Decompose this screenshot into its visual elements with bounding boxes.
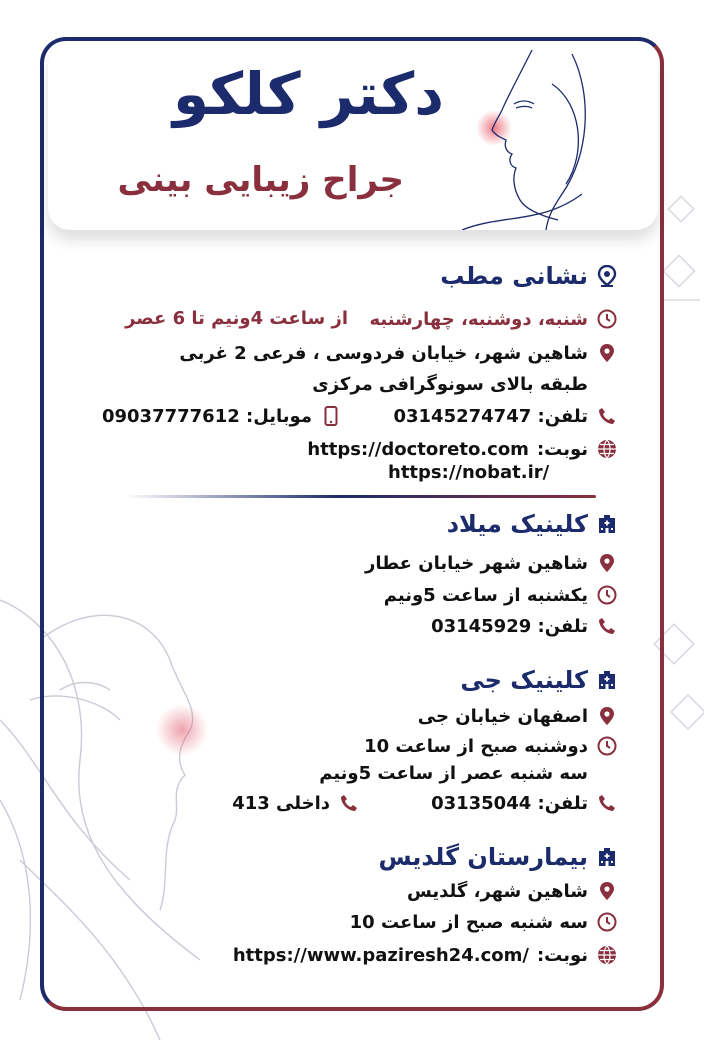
globe-icon: [596, 438, 618, 460]
office-appointment-link-2[interactable]: https://nobat.ir/: [388, 462, 550, 483]
map-marker-icon: [596, 880, 618, 902]
ji-hours-2: سه شنبه عصر از ساعت 5ونیم: [319, 763, 588, 784]
ji-extension-row[interactable]: [232, 792, 360, 814]
gladis-title-text: بیمارستان گلدیس: [378, 843, 588, 871]
office-appointment-label: نوبت:: [536, 438, 588, 460]
office-phone: تلفن: 03145274747: [393, 405, 588, 427]
milad-address-row: [365, 552, 618, 574]
office-days: شنبه، دوشنبه، چهارشنبه: [369, 308, 588, 330]
phone-icon: [338, 792, 360, 814]
milad-phone: تلفن: 03145929: [431, 615, 588, 637]
map-marker-icon: [596, 552, 618, 574]
milad-hours-row: [384, 584, 618, 606]
phone-icon: [596, 615, 618, 637]
ji-address: اصفهان خیابان جی: [417, 705, 588, 727]
office-address-line2: طبقه بالای سونوگرافی مرکزی: [312, 374, 588, 395]
section-divider: [126, 495, 596, 498]
office-address-line1: شاهین شهر، خیابان فردوسی ، فرعی 2 غربی: [179, 342, 588, 364]
mobile-phone-icon: [320, 405, 342, 427]
gladis-section-title: [378, 843, 618, 871]
gladis-hours-row: [350, 911, 618, 933]
office-hours: از ساعت 4ونیم تا 6 عصر: [125, 308, 348, 329]
doctor-name: دکتر کلکو: [173, 60, 444, 128]
location-pin-icon: [596, 265, 618, 287]
gladis-hours: سه شنبه صبح از ساعت 10: [349, 911, 588, 933]
hospital-building-icon: [596, 669, 618, 691]
hospital-building-icon: [596, 846, 618, 868]
gladis-appointment-label: نوبت:: [536, 944, 588, 966]
phone-icon: [596, 405, 618, 427]
gladis-address-row: [407, 880, 618, 902]
office-appointment-link-1[interactable]: https://doctoreto.com: [307, 438, 529, 460]
ji-hours-1: دوشنبه صبح از ساعت 10: [364, 735, 588, 757]
ji-section-title: [460, 666, 618, 694]
office-section-title: [440, 262, 618, 290]
ji-hours-row: [364, 735, 618, 757]
ji-extension: داخلی 413: [232, 792, 330, 814]
milad-section-title: [447, 510, 618, 538]
gladis-appointment-link[interactable]: https://www.paziresh24.com/: [232, 944, 529, 966]
ji-phone: تلفن: 03135044: [431, 792, 588, 814]
milad-hours: یکشنبه از ساعت 5ونیم: [383, 584, 588, 606]
milad-address: شاهین شهر خیابان عطار: [365, 552, 588, 574]
office-mobile-row[interactable]: [102, 405, 342, 427]
face-profile-illustration: [462, 44, 602, 230]
office-days-row: [369, 308, 618, 330]
office-title-text: نشانی مطب: [440, 262, 588, 290]
globe-icon: [596, 944, 618, 966]
gladis-address: شاهین شهر، گلدیس: [406, 880, 588, 902]
phone-icon: [596, 792, 618, 814]
clock-icon: [596, 911, 618, 933]
ji-address-row: [418, 705, 618, 727]
hospital-building-icon: [596, 513, 618, 535]
ji-title-text: کلینیک جی: [460, 666, 588, 694]
milad-phone-row[interactable]: [431, 615, 618, 637]
office-mobile: موبایل: 09037777612: [101, 405, 312, 427]
doctor-specialty: جراح زیبایی بینی: [117, 160, 404, 200]
office-appointment-row: [307, 438, 618, 460]
clock-icon: [596, 735, 618, 757]
clock-icon: [596, 308, 618, 330]
clock-icon: [596, 584, 618, 606]
gladis-appointment-row: [233, 944, 618, 966]
map-marker-icon: [596, 705, 618, 727]
milad-title-text: کلینیک میلاد: [446, 510, 588, 538]
office-address-row: [179, 342, 618, 364]
ji-phone-row[interactable]: [431, 792, 618, 814]
office-phone-row[interactable]: [393, 405, 618, 427]
map-marker-icon: [596, 342, 618, 364]
